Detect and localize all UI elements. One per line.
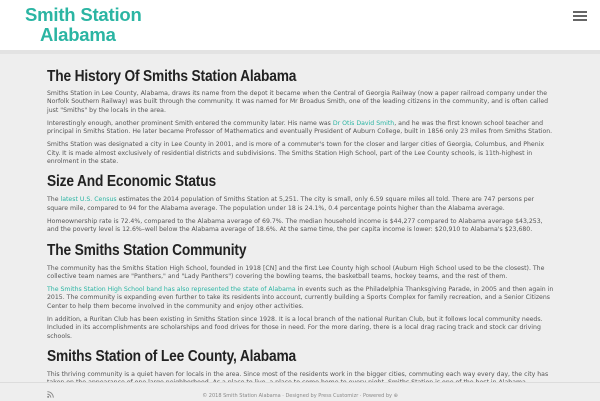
paragraph-text: , and he was the first known school teacher and principal in Smiths Station. He later became Professor of Mathematics and eventually President of Auburn College, built in 1856 only 23 miles from Smiths Station. <box>47 119 553 136</box>
paragraph: The community has the Smiths Station High School, founded in 1918 [CN] and the first Lee County high school (Auburn High School used to be the closest). The collective team names are "Panthers," and "Lady Panthers") covering the bowling teams, the basketball teams, hockey teams, and the rest of them. <box>47 264 545 280</box>
paragraph: Smiths Station in Lee County, Alabama, draws its name from the depot it became when the Central of Georgia Railway (now a paper railroad company under the Norfolk Southern Railway) was built through the community. It was named for Mr Broadus Smith, one of the leading citizens in the community, and is often called just "Smiths" by the locals in the area. <box>47 90 549 114</box>
site-footer <box>0 382 600 401</box>
paragraph: Smiths Station was designated a city in Lee County in 2001, and is more of a commuter's town for the closer and larger cities of Georgia, Columbus, and Phenix City. It is made almost exclusively of residential districts and subdivisions. The Smiths Station High School, part of the Lee County schools, is 11th-highest in enrolment in the state. <box>47 141 544 166</box>
paragraph-text: The <box>47 196 61 204</box>
section-heading-community: The Smiths Station Community <box>47 241 247 259</box>
logo-line-2: Alabama <box>40 24 116 45</box>
hamburger-menu-icon[interactable] <box>573 10 587 21</box>
paragraph: In addition, a Ruritan Club has been existing in Smiths Station since 1928. It is a local branch of the national Ruritan Club, but it follows local community needs. Included in its accomplishments are scholarships and food drives for those in need. For the more daring, there is a local drag racing track and stock car driving schools. <box>47 316 543 340</box>
link-census[interactable]: latest U.S. Census <box>60 196 117 204</box>
paragraph: This thriving community is a quiet haven for locals in the area. Since most of the residents work in the bigger cities, commuting each way every day, the city has <box>47 370 549 378</box>
paragraph-text: in events such as the Philadelphia Thanksgiving Parade, in 2005 and then again in 2015. The community is expanding even further to take its residents into account, currently building a Sports Complex for family recreation, and a Senior Citizens Center to help them become involved in the community and enjoy other activities. <box>47 286 554 310</box>
page-title: The History Of Smiths Station Alabama <box>47 68 297 85</box>
paragraph <box>47 120 555 137</box>
paragraph-text: Interestingly enough, another prominent Smith entered the community later. His name was <box>47 119 333 127</box>
section-heading-size: Size And Economic Status <box>47 173 216 191</box>
article <box>47 66 555 393</box>
footer-credit: © 2018 Smith Station Alabama · Designed by Press Customizr · Powered by ⊕ <box>202 393 398 399</box>
logo-line-1: Smith Station <box>25 4 142 25</box>
link-otis-david-smith[interactable]: Dr Otis David Smith <box>332 119 395 127</box>
main-content-area <box>0 54 600 382</box>
paragraph <box>47 286 555 311</box>
paragraph-text: estimates the 2014 population of Smiths Station at 5,251. The city is small, only 6.59 square miles all told. There are 747 persons per square mile, compared to 94 for the Alabama average. The population under 18 is 24.1%, 0.4 percentage points higher than the Alabama average. <box>47 196 535 212</box>
paragraph <box>47 196 555 213</box>
site-logo[interactable] <box>25 5 142 45</box>
menu-bar <box>573 19 587 21</box>
section-heading-lee-county: Smiths Station of Lee County, Alabama <box>47 347 296 365</box>
site-header <box>0 0 600 54</box>
link-band[interactable]: The Smiths Station High School band has also represented the state of Alabama <box>47 286 296 294</box>
menu-bar <box>573 11 587 13</box>
paragraph: Homeownership rate is 72.4%, compared to the Alabama average of 69.7%. The median household income is $44,277 compared to Alabama average $43,253, and the poverty level is 12.6%–well below the Alabama average of 18.6%. At the same time, the per capita income is lower: $20,910 to Alabama's $23,680. <box>47 217 543 234</box>
menu-bar <box>573 15 587 17</box>
